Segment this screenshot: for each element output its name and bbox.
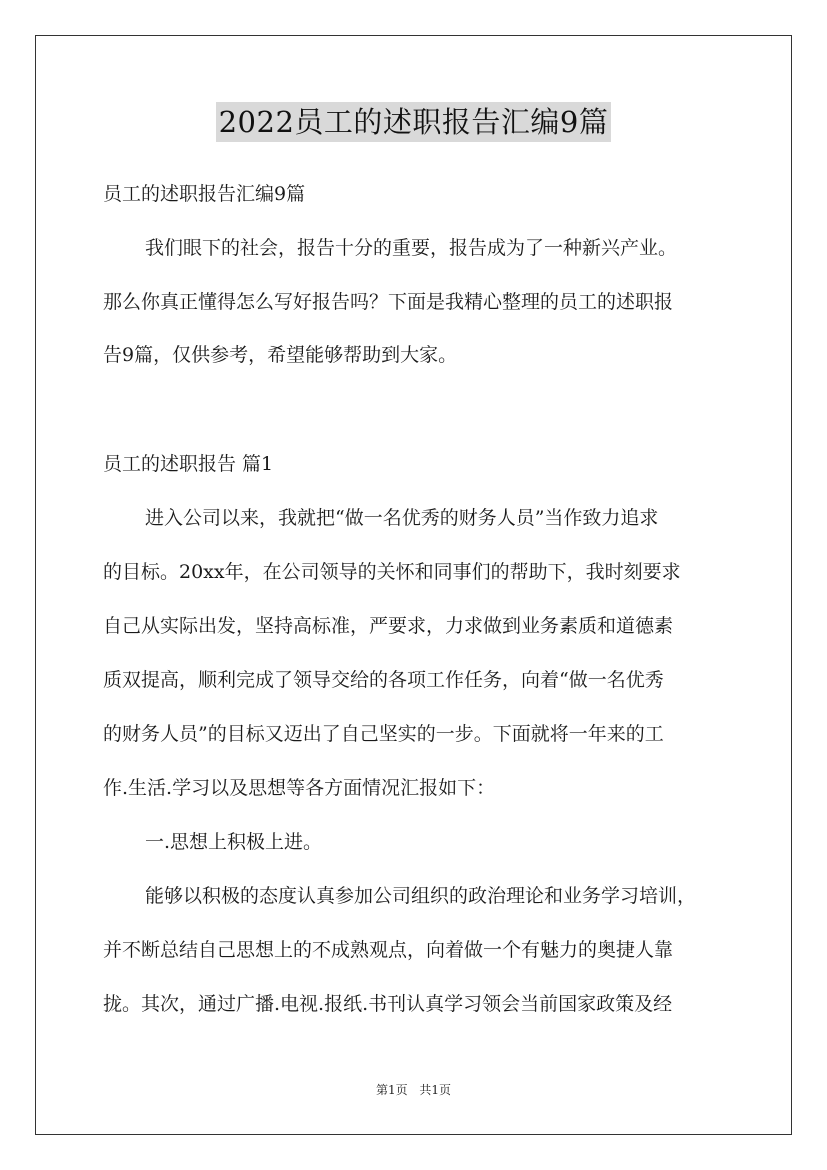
paragraph-line: 拢。其次，通过广播.电视.报纸.书刊认真学习领会当前国家政策及经: [103, 993, 673, 1015]
section-heading: 员工的述职报告 篇1: [103, 453, 274, 475]
paragraph-line: 我们眼下的社会，报告十分的重要，报告成为了一种新兴产业。: [145, 237, 678, 259]
subtitle-line: 员工的述职报告汇编9篇: [103, 183, 306, 205]
paragraph-line: 作.生活.学习以及思想等各方面情况汇报如下：: [103, 777, 496, 799]
title-container: [0, 102, 827, 142]
document-title: 2022员工的述职报告汇编9篇: [216, 102, 612, 142]
subsection-heading: 一.思想上积极上进。: [145, 831, 323, 853]
paragraph-line: 那么你真正懂得怎么写好报告吗？下面是我精心整理的员工的述职报: [103, 291, 674, 313]
page-footer: [0, 1082, 827, 1098]
paragraph-line: 自己从实际出发，坚持高标准，严要求，力求做到业务素质和道德素: [103, 615, 674, 637]
paragraph-line: 能够以积极的态度认真参加公司组织的政治理论和业务学习培训，: [145, 885, 697, 907]
paragraph-line: 并不断总结自己思想上的不成熟观点，向着做一个有魅力的奥捷人靠: [103, 939, 674, 961]
paragraph-line: 的财务人员”的目标又迈出了自己坚实的一步。下面就将一年来的工: [103, 723, 664, 745]
page-number-total: 共1页: [419, 1083, 452, 1097]
paragraph-line: 质双提高，顺利完成了领导交给的各项工作任务，向着“做一名优秀: [103, 669, 664, 691]
paragraph-line: 进入公司以来，我就把“做一名优秀的财务人员”当作致力追求: [145, 507, 659, 529]
page-number-current: 第1页: [375, 1083, 408, 1097]
paragraph-line: 告9篇，仅供参考，希望能够帮助到大家。: [103, 344, 458, 366]
paragraph-line: 的目标。20xx年，在公司领导的关怀和同事们的帮助下，我时刻要求: [103, 561, 681, 583]
